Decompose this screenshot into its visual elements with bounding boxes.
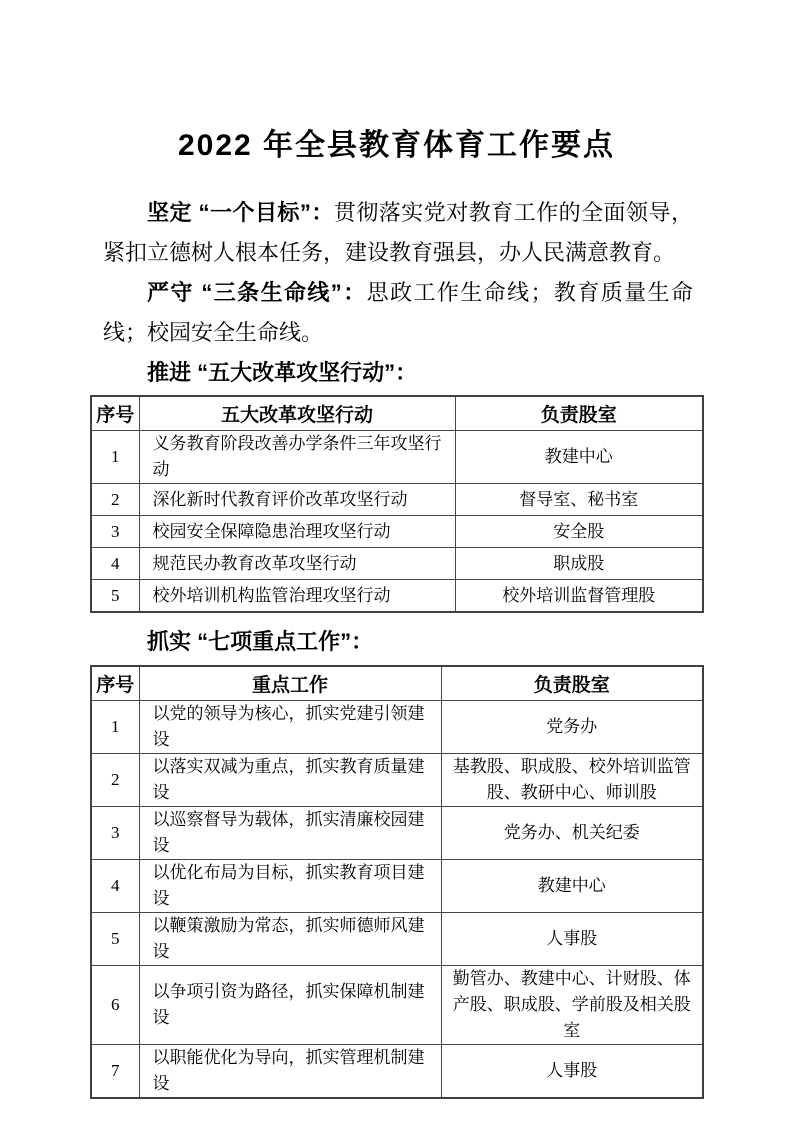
task-cell: 以巡察督导为载体，抓实清廉校园建设 [139, 807, 441, 860]
row-number-cell: 5 [91, 913, 139, 966]
task-cell: 以党的领导为核心，抓实党建引领建设 [139, 701, 441, 754]
action-cell: 义务教育阶段改善办学条件三年攻坚行动 [139, 431, 455, 484]
page-title: 2022 年全县教育体育工作要点 [177, 129, 616, 162]
row-number-cell: 4 [91, 548, 139, 580]
row-number-cell: 6 [91, 966, 139, 1045]
column-header-index: 序号 [91, 396, 139, 431]
table-row [91, 860, 703, 913]
department-cell: 校外培训监督管理股 [455, 580, 703, 613]
action-cell: 校外培训机构监管治理攻坚行动 [139, 580, 455, 613]
department-cell: 安全股 [455, 516, 703, 548]
table-row [91, 807, 703, 860]
row-number-cell: 3 [91, 807, 139, 860]
table-row [91, 431, 703, 484]
five-reform-actions-table [90, 395, 704, 613]
heading-five-reform-actions: 推进 “五大改革攻坚行动”： [147, 360, 418, 385]
column-header-task: 重点工作 [139, 666, 441, 701]
table-row [91, 1045, 703, 1099]
table-row [91, 516, 703, 548]
department-cell: 教建中心 [441, 860, 703, 913]
department-cell: 人事股 [441, 1045, 703, 1099]
paragraph-three-lifelines [103, 273, 693, 353]
column-header-index: 序号 [91, 666, 139, 701]
paragraph-three-lifelines-lead: 严守 “三条生命线”： [147, 280, 367, 305]
table-header-row [91, 666, 703, 701]
department-cell: 督导室、秘书室 [455, 484, 703, 516]
department-cell: 党务办、机关纪委 [441, 807, 703, 860]
table-row [91, 913, 703, 966]
paragraph-one-goal [103, 193, 693, 273]
body-paragraphs [103, 193, 693, 393]
department-cell: 教建中心 [455, 431, 703, 484]
department-cell: 基教股、职成股、校外培训监管股、教研中心、师训股 [441, 754, 703, 807]
table-header-row [91, 396, 703, 431]
paragraph-one-goal-lead: 坚定 “一个目标”： [147, 200, 334, 225]
action-cell: 深化新时代教育评价改革攻坚行动 [139, 484, 455, 516]
table-row [91, 701, 703, 754]
row-number-cell: 2 [91, 484, 139, 516]
department-cell: 人事股 [441, 913, 703, 966]
paragraph-one-goal-text: 贯彻落实党对教育工作的全面领导，紧扣立德树人根本任务，建设教育强县，办人民满意教育。 [103, 200, 693, 265]
column-header-department: 负责股室 [441, 666, 703, 701]
row-number-cell: 1 [91, 431, 139, 484]
row-number-cell: 5 [91, 580, 139, 613]
table-row [91, 580, 703, 613]
table-row [91, 548, 703, 580]
action-cell: 校园安全保障隐患治理攻坚行动 [139, 516, 455, 548]
department-cell: 职成股 [455, 548, 703, 580]
row-number-cell: 1 [91, 701, 139, 754]
column-header-action: 五大改革攻坚行动 [139, 396, 455, 431]
task-cell: 以争项引资为路径，抓实保障机制建设 [139, 966, 441, 1045]
row-number-cell: 4 [91, 860, 139, 913]
task-cell: 以鞭策激励为常态，抓实师德师风建设 [139, 913, 441, 966]
task-cell: 以职能优化为导向，抓实管理机制建设 [139, 1045, 441, 1099]
table-row [91, 966, 703, 1045]
action-cell: 规范民办教育改革攻坚行动 [139, 548, 455, 580]
column-header-department: 负责股室 [455, 396, 703, 431]
paragraph-three-lifelines-text: 思政工作生命线；教育质量生命线；校园安全生命线。 [103, 280, 693, 345]
department-cell: 勤管办、教建中心、计财股、体产股、职成股、学前股及相关股室 [441, 966, 703, 1045]
heading-seven-key-tasks: 抓实 “七项重点工作”： [147, 629, 374, 654]
table-row [91, 754, 703, 807]
row-number-cell: 3 [91, 516, 139, 548]
task-cell: 以落实双减为重点，抓实教育质量建设 [139, 754, 441, 807]
task-cell: 以优化布局为目标，抓实教育项目建设 [139, 860, 441, 913]
department-cell: 党务办 [441, 701, 703, 754]
row-number-cell: 7 [91, 1045, 139, 1099]
row-number-cell: 2 [91, 754, 139, 807]
seven-key-tasks-table [90, 665, 704, 1099]
table-row [91, 484, 703, 516]
